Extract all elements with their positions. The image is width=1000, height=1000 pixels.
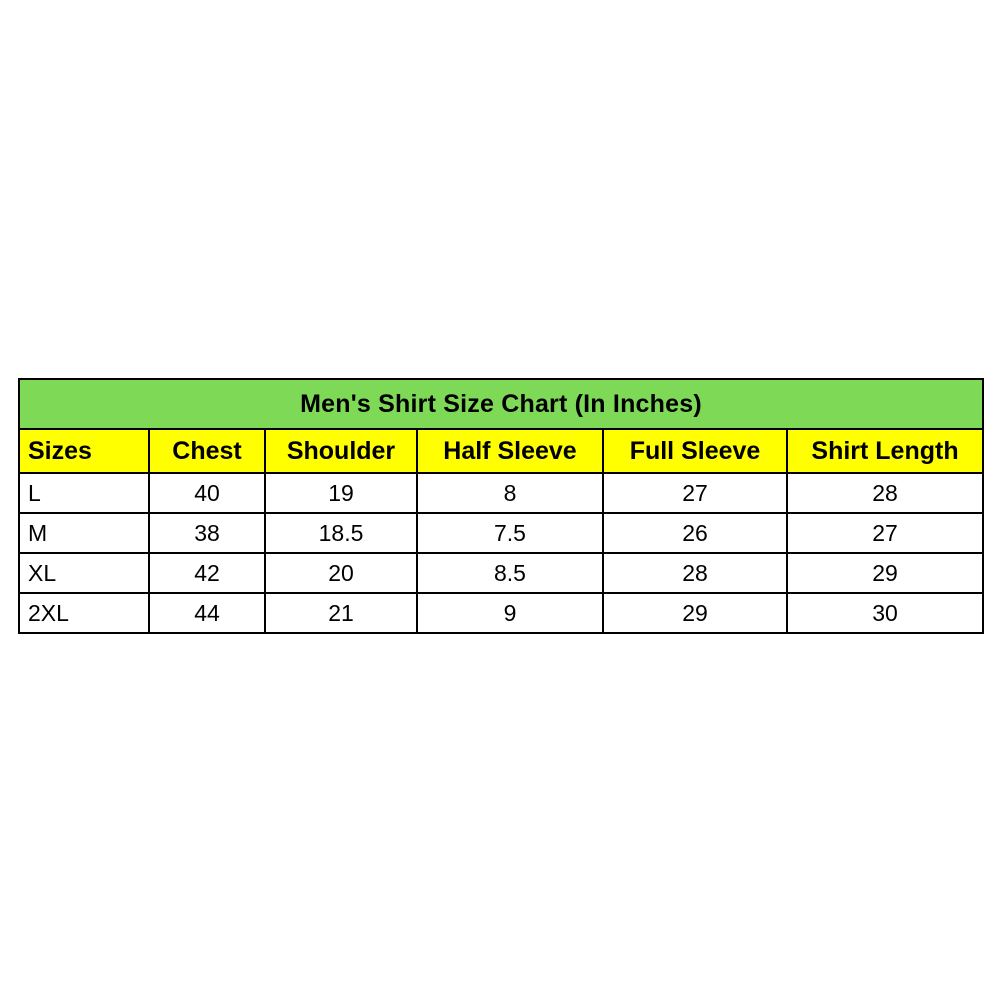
cell-chest: 44 [149,593,265,633]
cell-shirt-length: 30 [787,593,983,633]
column-header-shirt-length: Shirt Length [787,429,983,473]
cell-shirt-length: 27 [787,513,983,553]
column-header-chest: Chest [149,429,265,473]
cell-full-sleeve: 29 [603,593,787,633]
cell-shoulder: 20 [265,553,417,593]
table-row [19,593,983,633]
size-chart-table [18,378,984,634]
cell-chest: 38 [149,513,265,553]
cell-shirt-length: 29 [787,553,983,593]
column-header-full-sleeve: Full Sleeve [603,429,787,473]
column-header-shoulder: Shoulder [265,429,417,473]
table-header-row [19,429,983,473]
chart-title: Men's Shirt Size Chart (In Inches) [19,379,983,429]
table-row [19,553,983,593]
cell-size: M [19,513,149,553]
table-row [19,513,983,553]
cell-full-sleeve: 26 [603,513,787,553]
cell-shirt-length: 28 [787,473,983,513]
size-chart-container [18,378,982,634]
cell-half-sleeve: 9 [417,593,603,633]
cell-chest: 40 [149,473,265,513]
cell-half-sleeve: 8.5 [417,553,603,593]
cell-half-sleeve: 7.5 [417,513,603,553]
cell-half-sleeve: 8 [417,473,603,513]
cell-size: L [19,473,149,513]
table-row [19,473,983,513]
column-header-sizes: Sizes [19,429,149,473]
cell-shoulder: 21 [265,593,417,633]
cell-chest: 42 [149,553,265,593]
cell-shoulder: 18.5 [265,513,417,553]
cell-full-sleeve: 27 [603,473,787,513]
cell-full-sleeve: 28 [603,553,787,593]
table-title-row [19,379,983,429]
cell-size: 2XL [19,593,149,633]
cell-size: XL [19,553,149,593]
column-header-half-sleeve: Half Sleeve [417,429,603,473]
cell-shoulder: 19 [265,473,417,513]
